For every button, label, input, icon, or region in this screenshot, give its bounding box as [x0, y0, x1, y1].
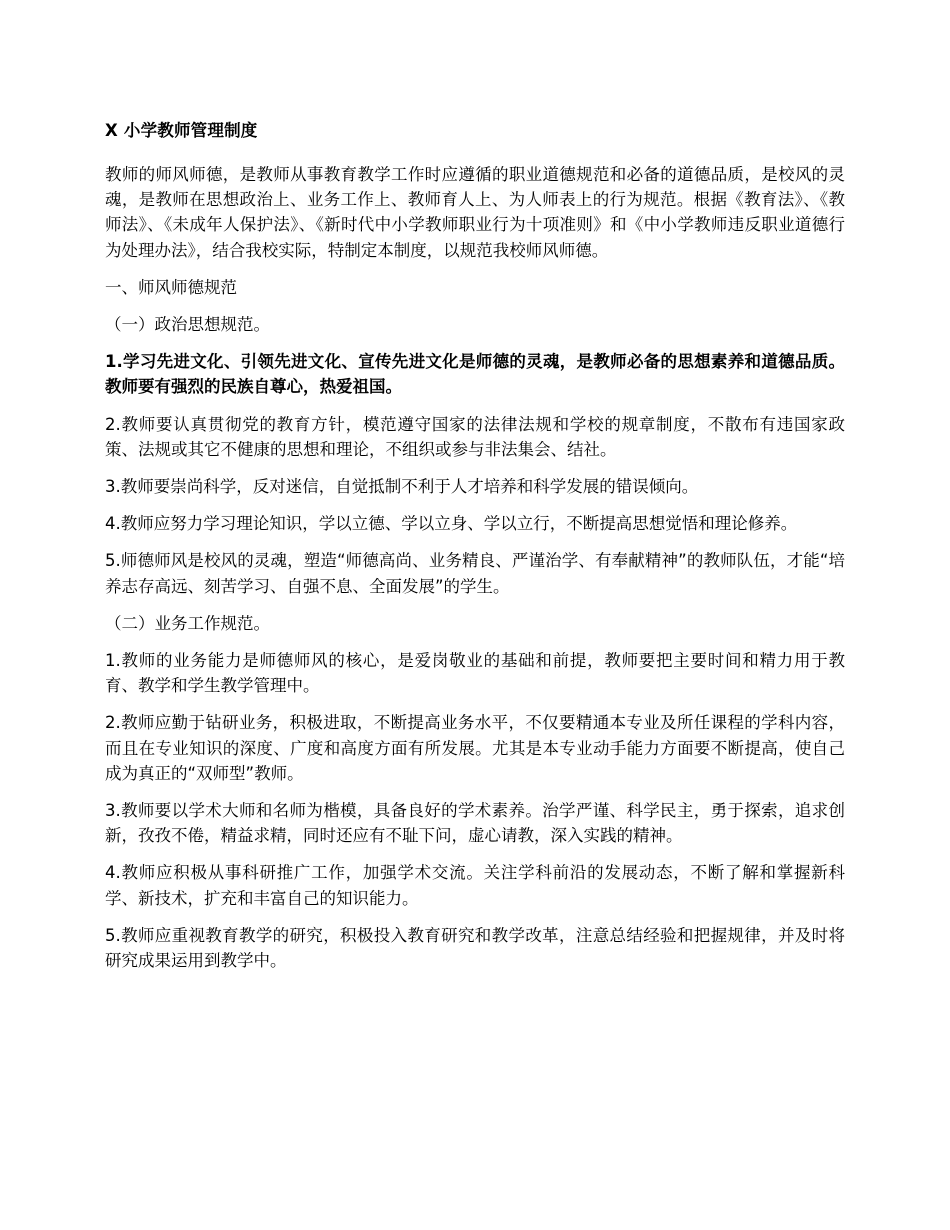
document-body	[105, 118, 845, 973]
paragraph-item-2-4: 4.教师应积极从事科研推广工作，加强学术交流。关注学科前沿的发展动态，不断了解和掌握新科学、新技术，扩充和丰富自己的知识能力。	[105, 863, 845, 908]
paragraph-section-1: 一、师风师德规范	[105, 277, 237, 297]
paragraph-item-1-2: 2.教师要认真贯彻党的教育方针，模范遵守国家的法律法规和学校的规章制度，不散布有违国家政策、法规或其它不健康的思想和理论，不组织或参与非法集会、结社。	[105, 414, 845, 459]
paragraph-item-2-2: 2.教师应勤于钻研业务，积极进取，不断提高业务水平，不仅要精通本专业及所任课程的学科内容，而且在专业知识的深度、广度和高度方面有所发展。尤其是本专业动手能力方面要不断提高，使自己成为真正的“双师型”教师。	[105, 713, 845, 783]
paragraph-item-1-1: 1.学习先进文化、引领先进文化、宣传先进文化是师德的灵魂，是教师必备的思想素养和道德品质。教师要有强烈的民族自尊心，热爱祖国。	[105, 352, 845, 397]
paragraph-intro: 教师的师风师德，是教师从事教育教学工作时应遵循的职业道德规范和必备的道德品质，是校风的灵魂，是教师在思想政治上、业务工作上、教师育人上、为人师表上的行为规范。根据《教育法》、《教师法》、《未成年人保护法》、《新时代中小学教师职业行为十项准则》和《中小学教师违反职业道德行为处理办法》，结合我校实际，特制定本制度，以规范我校师风师德。	[105, 165, 845, 260]
paragraph-subsection-1-1: （一）政治思想规范。	[105, 315, 270, 335]
paragraph-item-2-1: 1.教师的业务能力是师德师风的核心，是爱岗敬业的基础和前提，教师要把主要时间和精力用于教育、教学和学生教学管理中。	[105, 651, 845, 696]
paragraph-item-2-3: 3.教师要以学术大师和名师为楷模，具备良好的学术素养。治学严谨、科学民主，勇于探索，追求创新，孜孜不倦，精益求精，同时还应有不耻下问，虚心请教，深入实践的精神。	[105, 801, 845, 846]
paragraph-item-2-5: 5.教师应重视教育教学的研究，积极投入教育研究和教学改革，注意总结经验和把握规律，并及时将研究成果运用到教学中。	[105, 925, 845, 971]
paragraph-item-1-5: 5.师德师风是校风的灵魂，塑造“师德高尚、业务精良、严谨治学、有奉献精神”的教师队伍，才能“培养志存高远、刻苦学习、自强不息、全面发展”的学生。	[105, 551, 845, 596]
paragraph-subsection-1-2: （二）业务工作规范。	[105, 613, 270, 633]
paragraph-item-1-3: 3.教师要崇尚科学，反对迷信，自觉抵制不利于人才培养和科学发展的错误倾向。	[105, 477, 699, 497]
document-title: X 小学教师管理制度	[105, 121, 258, 140]
paragraph-container	[105, 162, 845, 973]
paragraph-item-1-4: 4.教师应努力学习理论知识，学以立德、学以立身、学以立行，不断提高思想觉悟和理论修养。	[105, 514, 798, 534]
